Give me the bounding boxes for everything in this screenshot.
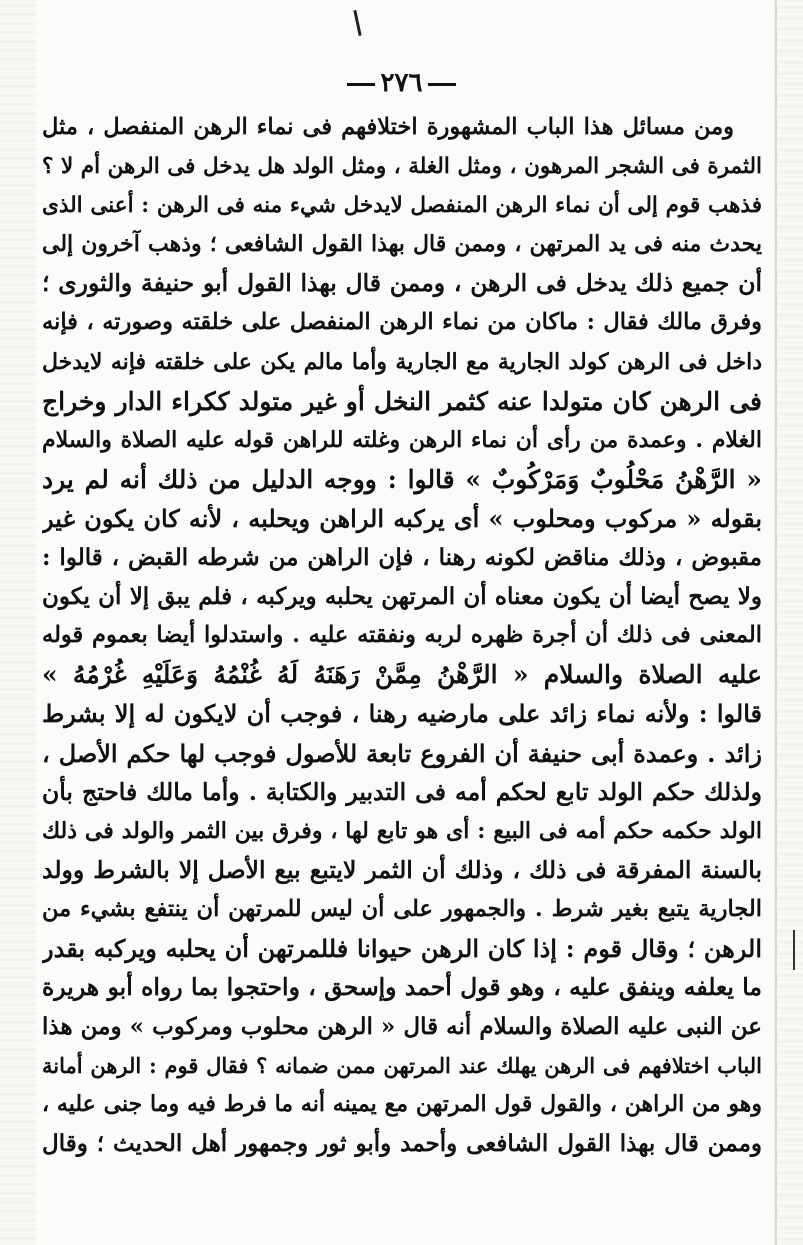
text-line: الرهن ؛ وقال قوم : إذا كان الرهن حيوانا فللمرتهن أن يحلبه ويركبه بقدر xyxy=(42,933,762,963)
text-line: عليه الصلاة والسلام « الرَّهْنُ مِمَّنْ رَهَنَهُ لَهُ غُنْمُهُ وَعَلَيْهِ غُرْمُهُ » xyxy=(42,660,762,690)
text-line: فذهب قوم إلى أن نماء الرهن المنفصل لايدخل شيء منه فى الرهن : أعنى الذى xyxy=(42,193,762,219)
text-line: وممن قال بهذا القول الشافعى وأحمد وأبو ثور وجمهور أهل الحديث ؛ وقال xyxy=(42,1130,762,1158)
text-line: مقبوض ، وذلك مناقض لكونه رهنا ، فإن الراهن من شرطه القبض ، قالوا : xyxy=(42,544,762,572)
page-number-dash-left xyxy=(347,83,375,86)
text-line: ولا يصح أيضا أن يكون معناه أن المرتهن يحلبه ويركبه ، فلم يبق إلا أن يكون xyxy=(42,583,762,611)
ink-mark xyxy=(353,10,361,36)
text-line: وفرق مالك فقال : ماكان من نماء الرهن المنفصل على خلقته وصورته ، فإنه xyxy=(42,309,762,336)
page-number xyxy=(0,68,803,98)
text-line: الباب اختلافهم فى الرهن يهلك عند المرتهن ممن ضمانه ؟ فقال قوم : الرهن أمانة xyxy=(42,1053,762,1079)
text-line: الجارية يتبع بغير شرط . والجمهور على أن ليس للمرتهن أن ينتفع بشيء من xyxy=(42,895,762,922)
text-line: ومن مسائل هذا الباب المشهورة اختلافهم فى نماء الرهن المنفصل ، مثل xyxy=(42,114,734,140)
page-edge-left xyxy=(0,0,36,1245)
text-line: يحدث منه فى يد المرتهن ، وممن قال بهذا القول الشافعى ؛ وذهب آخرون إلى xyxy=(42,231,762,258)
text-line: ما يعلفه وينفق عليه ، وهو قول أحمد وإسحق ، واحتجوا بما رواه أبو هريرة xyxy=(42,973,762,1002)
page-fold-line xyxy=(775,0,777,1245)
page-number-text: ٢٧٦ xyxy=(380,68,423,98)
text-line: زائد . وعمدة أبى حنيفة أن الفروع تابعة للأصول فوجب لها حكم الأصل ، xyxy=(42,738,762,768)
text-line: وهو من الراهن ، والقول قول المرتهن مع يمينه أنه ما فرط فيه وما جنى عليه ، xyxy=(42,1091,762,1118)
text-line: « الرَّهْنُ مَحْلُوبٌ وَمَرْكُوبٌ » قالوا : ووجه الدليل من ذلك أنه لم يرد xyxy=(42,464,762,494)
text-line: بقوله « مركوب ومحلوب » أى يركبه الراهن ويحلبه ، لأنه كان يكون غير xyxy=(42,503,762,533)
text-line: بالسنة المفرقة فى ذلك ، وذلك أن الثمر لايتبع بيع الأصل إلا بالشرط وولد xyxy=(42,855,762,884)
text-line: ولذلك حكم الولد تابع لحكم أمه فى التدبير والكتابة . وأما مالك فاحتج بأن xyxy=(42,777,762,806)
text-line: داخل فى الرهن كولد الجارية مع الجارية وأما مالم يكن على خلقته فإنه لايدخل xyxy=(42,348,762,375)
margin-mark xyxy=(793,930,795,970)
text-line: أن جميع ذلك يدخل فى الرهن ، وممن قال بهذا القول أبو حنيفة والثورى ؛ xyxy=(42,269,762,298)
page-edge-right xyxy=(773,0,803,1245)
text-line: الولد حكمه حكم أمه فى البيع : أى هو تابع لها ، وفرق بين الثمر والولد فى ذلك xyxy=(42,817,762,844)
body-text xyxy=(42,108,762,1164)
page-number-dash-right xyxy=(428,83,456,86)
text-line: فى الرهن كان متولدا عنه كثمر النخل أو غير متولد ككراء الدار وخراج xyxy=(42,386,762,416)
text-line: عن النبى عليه الصلاة والسلام أنه قال « الرهن محلوب ومركوب » ومن هذا xyxy=(42,1013,762,1041)
text-line: المعنى فى ذلك أن أجرة ظهره لربه ونفقته عليه . واستدلوا أيضا بعموم قوله xyxy=(42,622,762,649)
text-line: الثمرة فى الشجر المرهون ، ومثل الغلة ، ومثل الولد هل يدخل فى الرهن أم لا ؟ xyxy=(42,154,762,180)
text-line: الغلام . وعمدة من رأى أن نماء الرهن وغلته للراهن قوله عليه الصلاة والسلام xyxy=(42,426,762,453)
text-line: قالوا : ولأنه نماء زائد على مارضيه رهنا ، فوجب أن لايكون له إلا بشرط xyxy=(42,699,762,729)
